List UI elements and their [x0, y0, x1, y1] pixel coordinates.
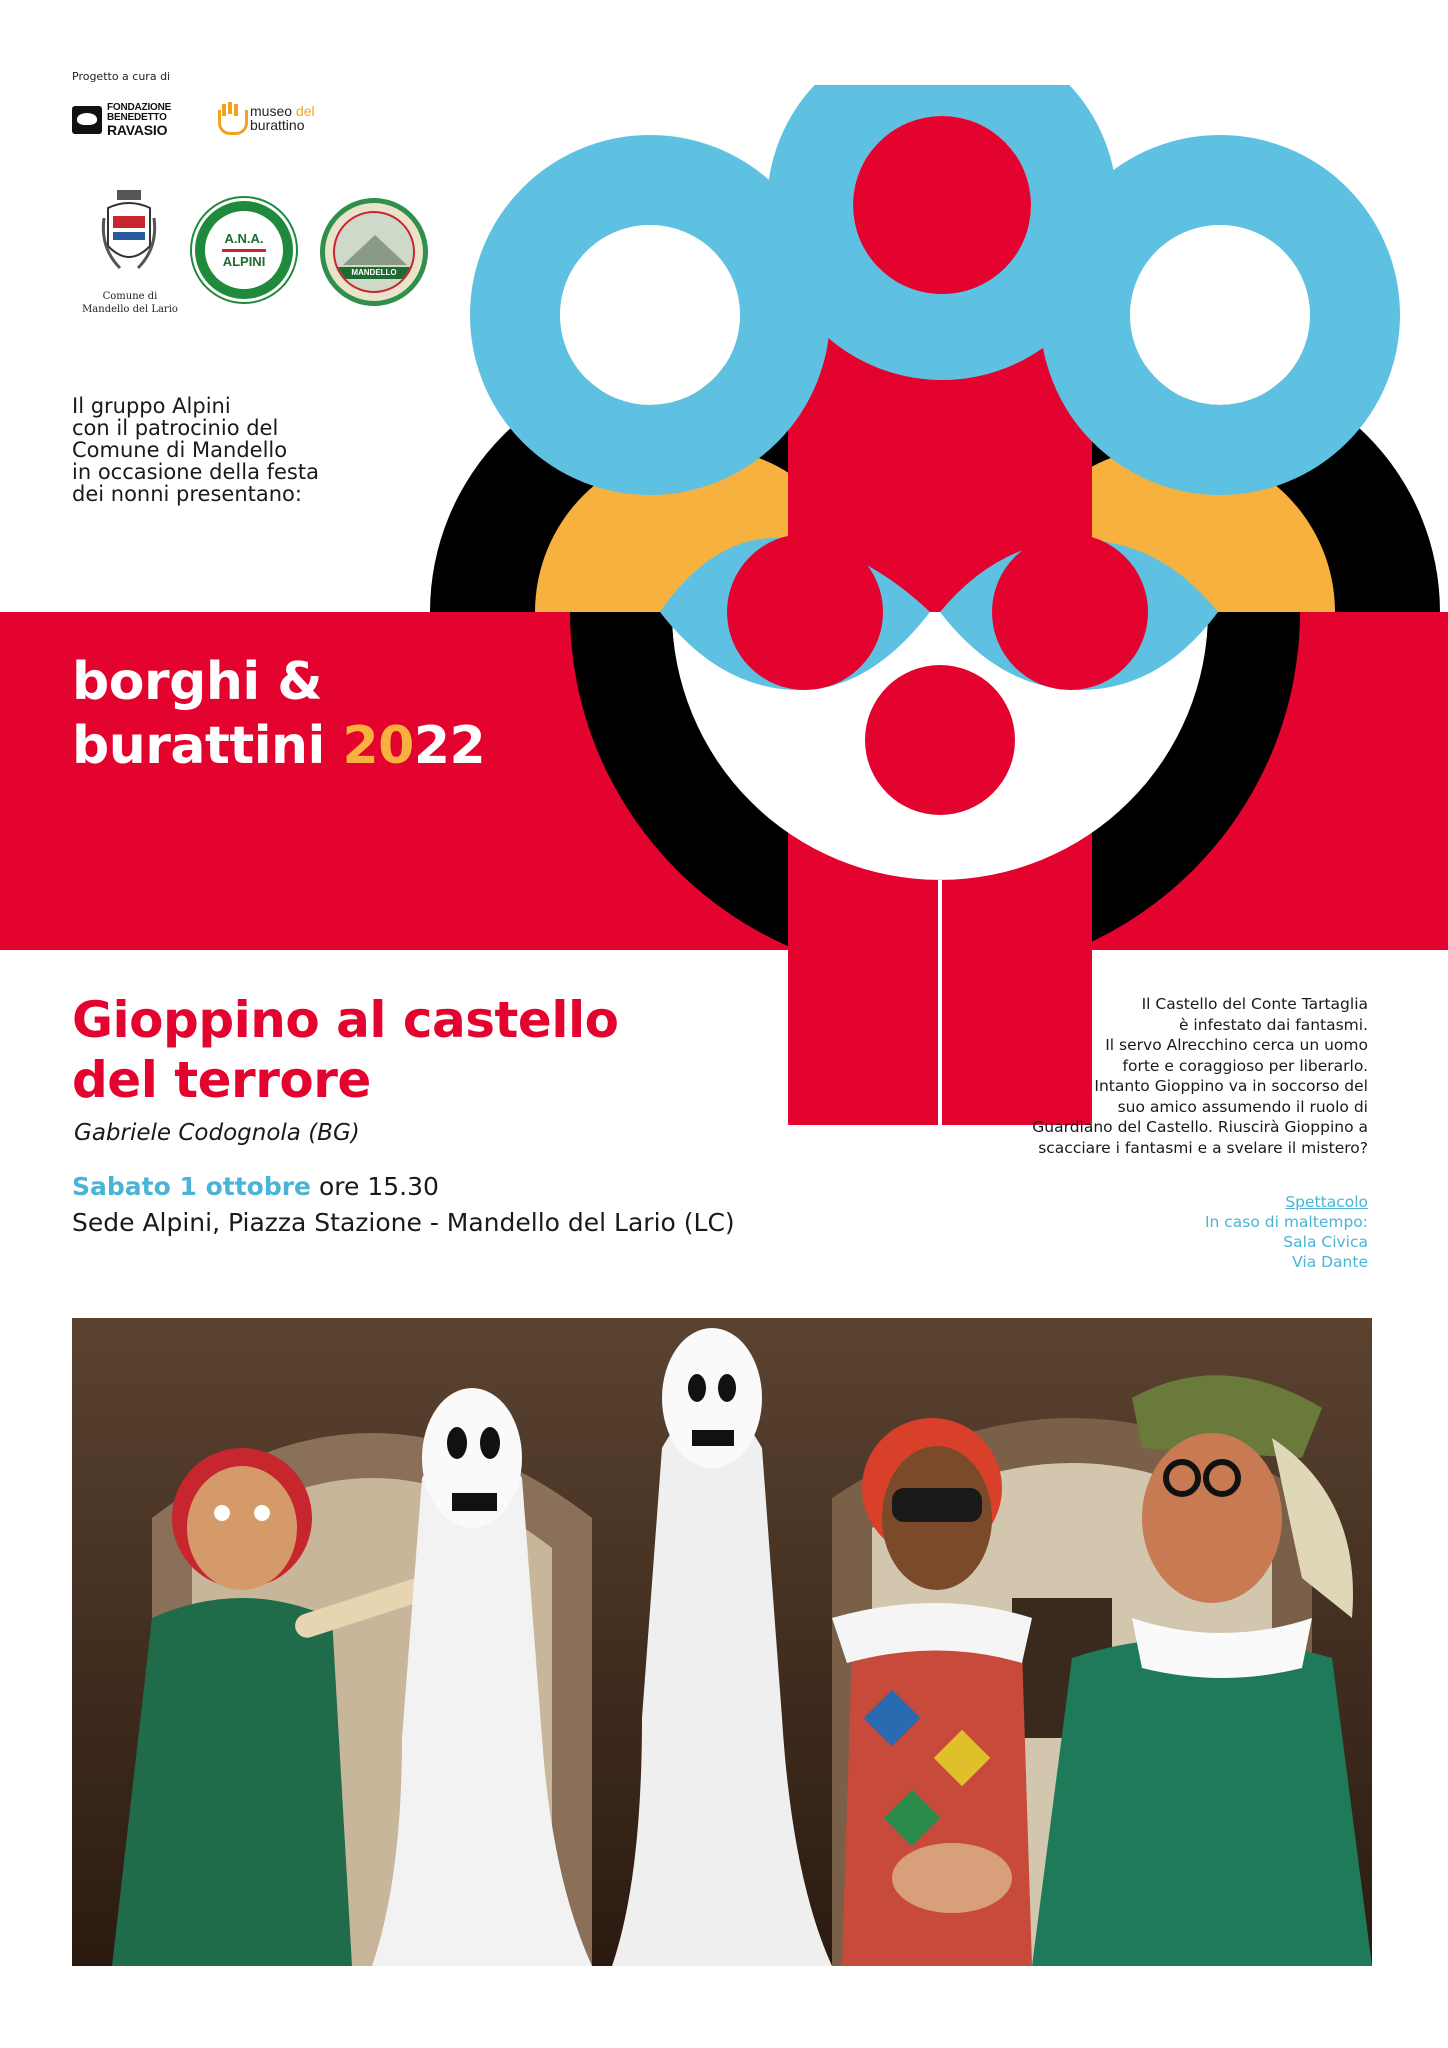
- show-place: Sede Alpini, Piazza Stazione - Mandello del Lario (LC): [72, 1208, 735, 1237]
- puppet-left-body: [112, 1598, 352, 1966]
- left-ring-hole: [560, 225, 740, 405]
- mandello-badge-text: MANDELLO: [351, 268, 397, 277]
- show-date-time: ore 15.30: [318, 1172, 439, 1201]
- puppet-left-face: [187, 1466, 297, 1590]
- hands-handshake: [892, 1843, 1012, 1913]
- mountain-icon: [343, 235, 407, 265]
- ghost-left-teeth: [452, 1493, 497, 1511]
- event-title-word: burattini: [72, 716, 325, 776]
- top-red-center: [853, 116, 1031, 294]
- intro-line-3: Comune di Mandello: [72, 438, 288, 462]
- fondazione-line-3: RAVASIO: [107, 122, 168, 138]
- right-eye-pupil: [992, 534, 1148, 690]
- puppet-show-photo: [72, 1318, 1372, 1966]
- event-title: [72, 650, 485, 778]
- puppet-right-body: [1032, 1638, 1372, 1966]
- comune-line-2: Mandello del Lario: [82, 304, 178, 315]
- synopsis-line-7: Guardiano del Castello. Riuscirà Gioppino a: [1032, 1118, 1368, 1136]
- hand-puppet-icon: [216, 102, 246, 134]
- event-year-part-b: 22: [413, 716, 486, 776]
- rain-notice: [1108, 1192, 1368, 1272]
- show-title-line-2: del terrore: [72, 1051, 371, 1109]
- ghost-right-teeth: [692, 1430, 734, 1446]
- column-tip-left: [788, 1120, 940, 1125]
- arlecchino-mask: [892, 1488, 982, 1522]
- museo-del-word: del: [295, 103, 315, 119]
- museo-burattino-word: burattino: [250, 117, 305, 133]
- synopsis-line-6: suo amico assumendo il ruolo di: [1117, 1097, 1368, 1116]
- crest-shield: [108, 203, 150, 257]
- puppet-left-eye-2: [254, 1505, 270, 1521]
- intro-line-4: in occasione della festa: [72, 460, 319, 484]
- event-year-part-a: 20: [342, 716, 414, 776]
- intro-line-5: dei nonni presentano:: [72, 482, 302, 506]
- comune-label: [76, 290, 184, 316]
- synopsis-line-1: Il Castello del Conte Tartaglia: [1141, 995, 1368, 1013]
- ana-alpini-badge: [192, 198, 296, 302]
- intro-line-2: con il patrocinio del: [72, 416, 279, 440]
- ghost-right-eye-2: [718, 1374, 736, 1402]
- crest-band-2: [113, 232, 145, 240]
- synopsis-line-3: Il servo Alrecchino cerca un uomo: [1105, 1036, 1368, 1054]
- museo-burattino-logo: [216, 96, 336, 140]
- ghost-left-eye-2: [480, 1427, 500, 1459]
- gruppo-mandello-badge: [320, 198, 428, 306]
- rain-heading: Spettacolo: [1285, 1193, 1368, 1211]
- synopsis-line-2: è infestato dai fantasmi.: [1178, 1015, 1368, 1034]
- rain-line-1: In caso di maltempo:: [1204, 1213, 1368, 1231]
- ana-badge-top: A.N.A.: [224, 230, 264, 246]
- fondazione-line-1: FONDAZIONE: [107, 102, 172, 113]
- show-title-line-1: Gioppino al castello: [72, 991, 619, 1049]
- right-ring-hole: [1130, 225, 1310, 405]
- puppet-face-emblem: [430, 85, 1442, 1125]
- show-title: [72, 990, 752, 1110]
- synopsis-line-5: Intanto Gioppino va in soccorso del: [1094, 1077, 1368, 1095]
- rain-line-2: Sala Civica: [1283, 1233, 1368, 1251]
- event-title-line-2: [72, 714, 485, 778]
- ghost-left-eye-1: [447, 1427, 467, 1459]
- puppet-right-face: [1142, 1433, 1282, 1603]
- crest-band: [113, 216, 145, 228]
- rain-line-3: Via Dante: [1292, 1253, 1368, 1271]
- show-date: [72, 1172, 439, 1201]
- crest-crown: [117, 190, 141, 200]
- comune-crest-icon: [100, 188, 158, 284]
- fondazione-line-2: BENEDETTO: [107, 112, 167, 123]
- intro-text: [72, 395, 372, 505]
- intro-line-1: Il gruppo Alpini: [72, 394, 231, 418]
- nose-ball: [865, 665, 1015, 815]
- ghost-right-head: [662, 1328, 762, 1468]
- ana-badge-bottom: ALPINI: [222, 253, 266, 269]
- left-eye-pupil: [727, 534, 883, 690]
- synopsis-line-4: forte e coraggioso per liberarlo.: [1122, 1056, 1368, 1075]
- fondazione-ravasio-logo: [72, 100, 182, 140]
- puppet-left-eye-1: [214, 1505, 230, 1521]
- feather-icon: [222, 249, 266, 252]
- show-date-day: Sabato 1 ottobre: [72, 1172, 312, 1201]
- ghost-right-eye-1: [688, 1374, 706, 1402]
- synopsis: [928, 994, 1368, 1158]
- synopsis-line-8: scacciare i fantasmi e a svelare il mistero?: [1038, 1138, 1368, 1157]
- credit-label: Progetto a cura di: [72, 70, 171, 83]
- fondazione-mark-icon: [72, 106, 102, 134]
- show-author: Gabriele Codognola (BG): [74, 1120, 360, 1146]
- museo-word: museo: [250, 103, 293, 119]
- comune-line-1: Comune di: [102, 291, 158, 302]
- event-title-line-1: borghi &: [72, 652, 323, 712]
